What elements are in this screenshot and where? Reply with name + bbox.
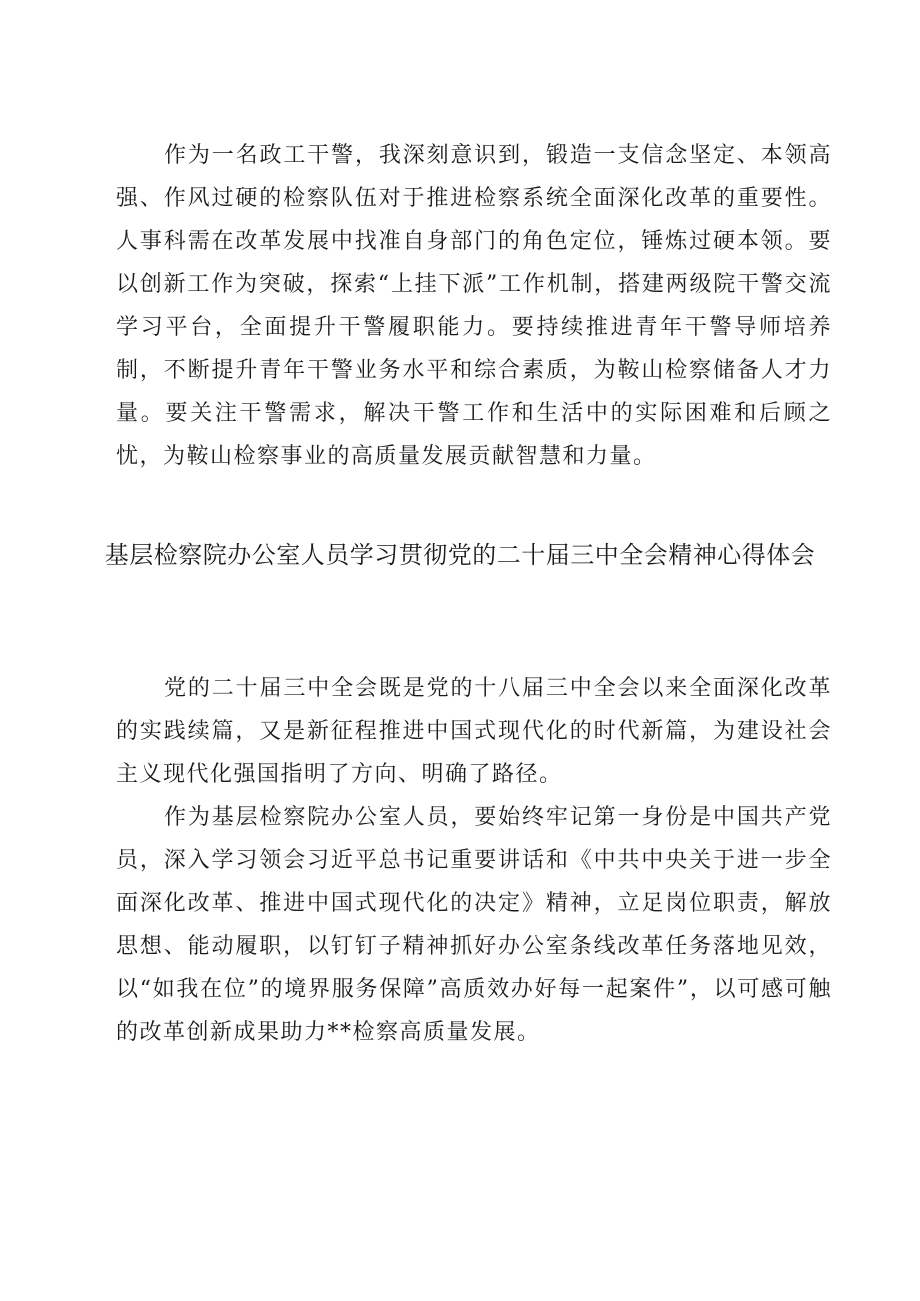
intro-section	[116, 134, 832, 478]
section-title: 基层检察院办公室人员学习贯彻党的二十届三中全会精神心得体会	[104, 541, 816, 569]
paragraph-2: 作为基层检察院办公室人员，要始终牢记第一身份是中国共产党员，深入学习领会习近平总书记重要讲话和《中共中央关于进一步全面深化改革、推进中国式现代化的决定》精神，立足岗位职责，解放思想、能动履职，以钉钉子精神抓好办公室条线改革任务落地见效，以“如我在位”的境界服务保障”高质效办好每一起案件”，以可感可触的改革创新成果助力**检察高质量发展。	[116, 805, 832, 1045]
paragraph-intro: 作为一名政工干警，我深刻意识到，锻造一支信念坚定、本领高强、作风过硬的检察队伍对于推进检察系统全面深化改革的重要性。人事科需在改革发展中找准自身部门的角色定位，锤炼过硬本领。要以创新工作为突破，探索“上挂下派”工作机制，搭建两级院干警交流学习平台，全面提升干警履职能力。要持续推进青年干警导师培养制，不断提升青年干警业务水平和综合素质，为鞍山检察储备人才力量。要关注干警需求，解决干警工作和生活中的实际困难和后顾之忧，为鞍山检察事业的高质量发展贡献智慧和力量。	[116, 143, 832, 469]
body-section	[116, 667, 832, 1054]
paragraph-1: 党的二十届三中全会既是党的十八届三中全会以来全面深化改革的实践续篇，又是新征程推进中国式现代化的时代新篇，为建设社会主义现代化强国指明了方向、明确了路径。	[116, 676, 832, 787]
